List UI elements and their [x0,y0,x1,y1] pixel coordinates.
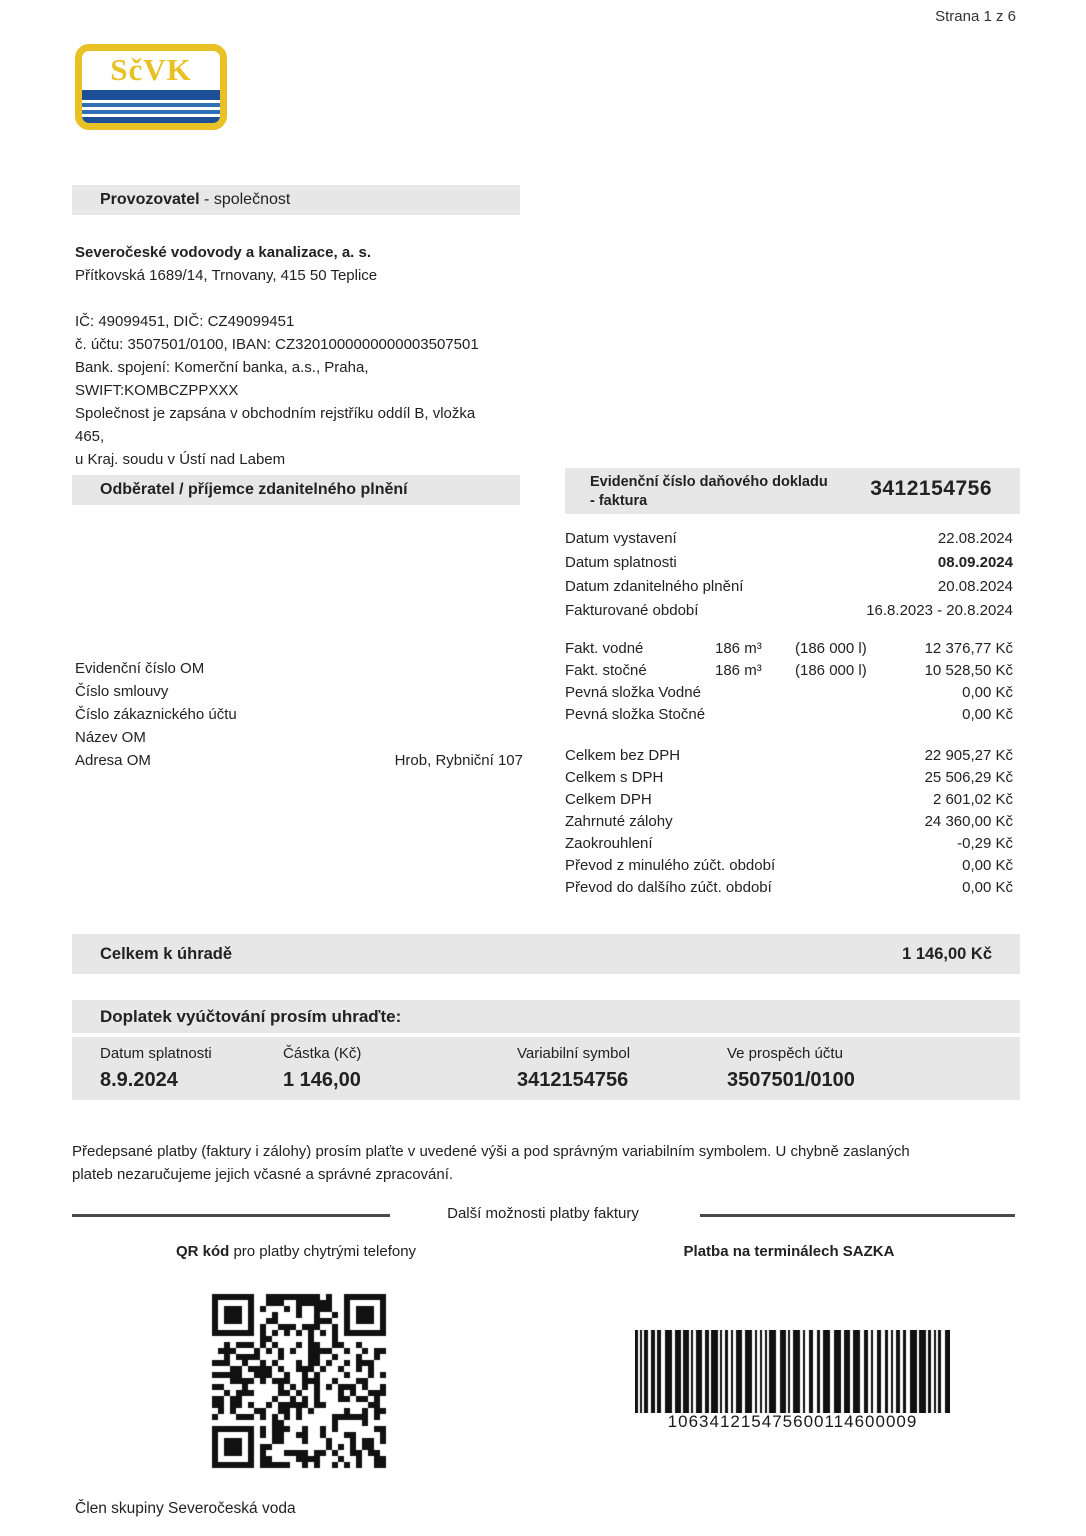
invoice-number: 3412154756 [870,477,992,500]
provider-register-2: 465, [75,428,105,445]
provider-account-iban: č. účtu: 3507501/0100, IBAN: CZ3201000000000003507501 [75,336,479,353]
provider-info [75,241,535,471]
invoice-number-header [565,468,1020,514]
provider-section-header [72,185,520,215]
payment-col-variable-symbol: Variabilní symbol 3412154756 [517,1045,631,1091]
footer-group-text: Člen skupiny Severočeská voda [75,1500,296,1517]
payment-header: Doplatek vyúčtování prosím uhraďte: [72,1000,1020,1033]
qr-code [210,1292,388,1470]
invoice-number-label: Evidenční číslo daňového dokladu - faktura [590,474,828,509]
qr-payment-title: QR kód pro platby chytrými telefony [175,1243,417,1260]
sazka-barcode [635,1330,950,1413]
total-due-label: Celkem k úhradě [100,945,233,963]
payment-col-amount: Částka (Kč) 1 146,00 [283,1045,362,1091]
page-indicator: Strana 1 z 6 [935,8,1016,25]
total-due-bar [72,934,1020,974]
provider-bank: Bank. spojení: Komerční banka, a.s., Praha, [75,359,369,376]
provider-address: Přítkovská 1689/14, Trnovany, 415 50 Teplice [75,267,378,284]
other-payment-title: Další možnosti platby faktury [447,1205,639,1222]
barcode-number: 106341215475600114600009 [667,1412,918,1431]
payment-details [72,1037,1020,1100]
payment-col-due-date: Datum splatnosti 8.9.2024 [100,1045,212,1091]
invoice-page: Strana 1 z 6 SčVK Provozovatel - společnost Severočeské vodovody a kanalizace, a. s. Přítkovská 1689/14, Trnovany, 415 50 Teplice IČ: 49099451, DIČ: CZ49099451 č. účtu: 3507501/0100, IBAN: CZ3201000000000003507501 Bank. spojení: Komerční banka, a.s., Praha, SWIFT:KOMBCZPPXXX Společnost je zapsána v obchodním rejstříku oddíl B, vložka 465, u Kraj. soudu v Ústí nad Labem Odběratel / příjemce zdanitelného plnění Evidenční číslo OM Číslo smlouvy Číslo zákaznického účtu Název OM Adresa OM Hrob, Rybniční 107 Evidenční číslo daňového dokladu - faktura 3412154756 Datum vystavení 22.08.2024 Datum splatnosti 08.09.2024 Datum zdanitelného plnění 20.08.2024 Fakturované období 16.8.2023 - 20.8.2024 Fakt. vodné 186 m³ (186 000 l) 12 376,77 Kč Fakt. stočné 186 m³ (186 000 l) 10 528,50 Kč Pevná složka Vodné 0,00 Kč Pevná složka Stočné 0,00 Kč Celkem bez DPH 22 905,27 Kč Celkem s DPH 25 506,29 Kč Celkem DPH 2 601,02 Kč Zahrnuté zálohy 24 360,00 Kč Zaokrouhlení -0,29 Kč Převod z minulého zúčt. období 0,00 Kč Převod do dalšího zúčt. období 0,00 Kč Celkem k úhradě 1 146,00 Kč Doplatek vyúčtování prosím uhraďte: Datum splatnosti 8.9.2024 Částka (Kč) 1 146,00 Variabilní symbol 3412154756 Ve prospěch účtu 3507501/0100 Předepsané platby (faktury i zálohy) prosím plaťte v uvedené výši a pod správným variabilním symbolem. U chybně zaslaných plateb nezaručujeme jejich včasné a správné zpracování. Další možnosti platby faktury QR kód pro platby chytrými telefony Platba na terminálech SAZKA 106341215475600114600009 Člen skupiny Severočeská voda [0,0,1086,1536]
total-due-amount: 1 146,00 Kč [902,945,992,963]
provider-header-bold: Provozovatel [100,191,200,208]
provider-register-3: u Kraj. soudu v Ústí nad Labem [75,451,286,468]
payment-col-account: Ve prospěch účtu 3507501/0100 [727,1045,855,1091]
provider-swift: SWIFT:KOMBCZPPXXX [75,382,239,399]
divider-line-right [700,1214,1015,1217]
sazka-payment-title: Platba na terminálech SAZKA [683,1243,895,1260]
provider-ic-dic: IČ: 49099451, DIČ: CZ49099451 [75,313,295,330]
scvk-logo-text: SčVK [110,52,192,87]
customer-section-header: Odběratel / příjemce zdanitelného plnění [72,475,520,505]
provider-register-1: Společnost je zapsána v obchodním rejstříku oddíl B, vložka [75,405,476,422]
provider-name: Severočeské vodovody a kanalizace, a. s. [75,244,372,261]
scvk-logo [75,44,227,130]
payment-note: Předepsané platby (faktury i zálohy) prosím plaťte v uvedené výši a pod správným variabilním symbolem. U chybně zaslaných plateb nezaručujeme jejich včasné a správné zpracování. [72,1143,910,1183]
provider-header-rest: - společnost [204,191,291,208]
scvk-logo-stripes [82,87,220,123]
